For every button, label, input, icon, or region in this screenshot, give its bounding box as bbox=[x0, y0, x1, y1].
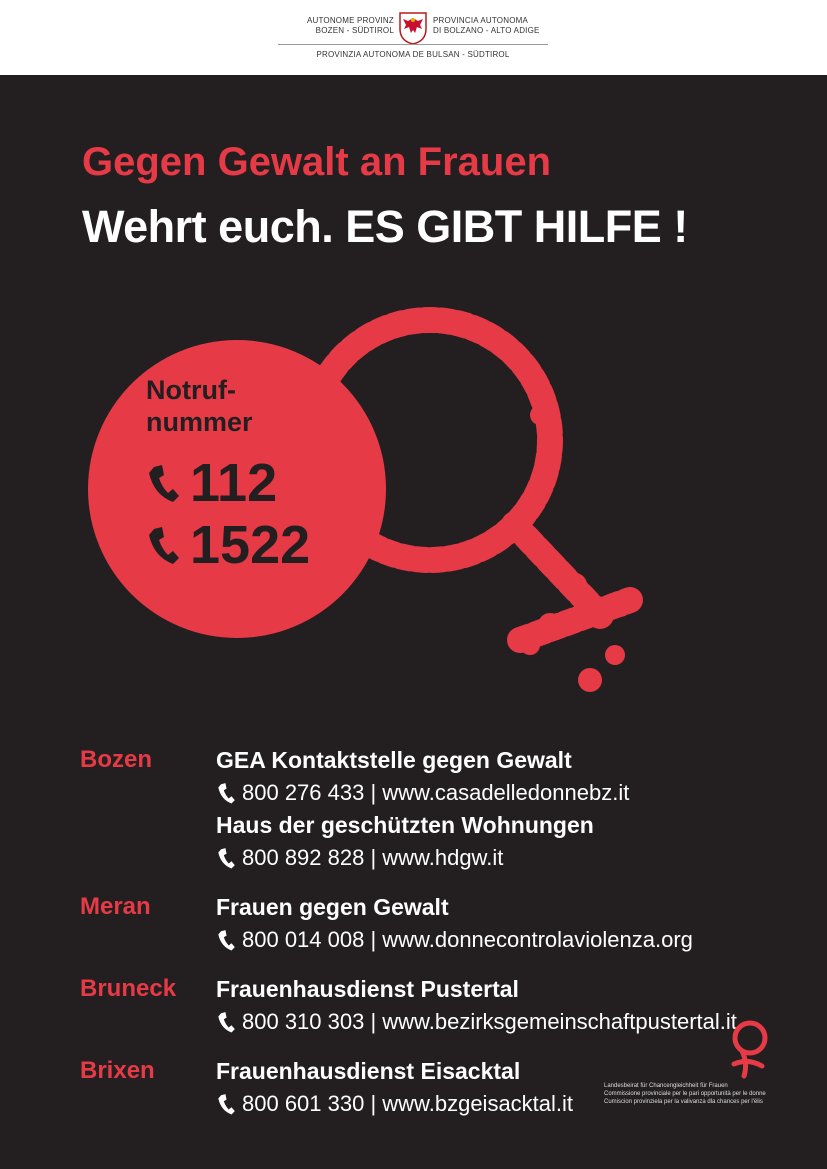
service-contact[interactable] bbox=[216, 845, 503, 871]
footer-line2: Commissione provinciale per le pari opportunità per le donne bbox=[604, 1091, 766, 1097]
emergency-label-line1: Notruf- bbox=[146, 375, 236, 405]
header-left-line2: BOZEN - SÜDTIROL bbox=[315, 26, 394, 35]
phone-handset-icon bbox=[146, 463, 180, 503]
phone-handset-icon bbox=[146, 525, 180, 565]
city-brixen: Brixen bbox=[80, 1057, 155, 1084]
phone-handset-icon bbox=[216, 929, 236, 951]
headline-primary: Gegen Gewalt an Frauen bbox=[82, 140, 552, 184]
city-bozen: Bozen bbox=[80, 746, 152, 773]
emergency-number-112: 112 bbox=[190, 453, 278, 513]
service-name: Frauenhausdienst Pustertal bbox=[216, 976, 519, 1002]
emergency-number-row[interactable] bbox=[146, 515, 311, 575]
phone-handset-icon bbox=[216, 782, 236, 804]
service-contact[interactable] bbox=[216, 1009, 737, 1035]
header-right-line2: DI BOLZANO - ALTO ADIGE bbox=[433, 26, 540, 35]
headline-secondary: Wehrt euch. ES GIBT HILFE ! bbox=[82, 201, 688, 252]
city-bruneck: Bruneck bbox=[80, 975, 177, 1002]
service-name: GEA Kontaktstelle gegen Gewalt bbox=[216, 747, 572, 773]
header-right bbox=[433, 16, 563, 36]
header-left-line1: AUTONOME PROVINZ bbox=[306, 16, 394, 25]
service-contact[interactable] bbox=[216, 927, 693, 953]
service-contact[interactable] bbox=[216, 780, 629, 806]
female-symbol-logo-icon bbox=[720, 1018, 780, 1080]
phone-handset-icon bbox=[216, 1011, 236, 1033]
service-details: 800 601 330 | www.bzgeisacktal.it bbox=[242, 1091, 574, 1116]
service-name: Frauenhausdienst Eisacktal bbox=[216, 1058, 521, 1084]
footer-commission-text bbox=[604, 1082, 814, 1106]
phone-handset-icon bbox=[216, 847, 236, 869]
eagle-crest-icon bbox=[398, 11, 428, 45]
service-name: Frauen gegen Gewalt bbox=[216, 894, 449, 920]
header-left bbox=[280, 16, 394, 36]
service-contact[interactable] bbox=[216, 1091, 573, 1117]
header-bottom-text: PROVINZIA AUTONOMA DE BULSAN - SÜDTIROL bbox=[316, 50, 510, 59]
city-meran: Meran bbox=[80, 893, 151, 920]
emergency-label bbox=[146, 374, 306, 438]
footer-line1: Landesbeirat für Chancengleichheit für Frauen bbox=[604, 1083, 728, 1089]
footer-line3: Cumiscion provinziela per la valivanza dla chances per l'ëlis bbox=[604, 1099, 763, 1105]
phone-handset-icon bbox=[216, 1093, 236, 1115]
service-name: Haus der geschützten Wohnungen bbox=[216, 812, 594, 838]
emergency-number-row[interactable] bbox=[146, 453, 278, 513]
emergency-label-line2: nummer bbox=[146, 407, 253, 437]
header-right-line1: PROVINCIA AUTONOMA bbox=[433, 16, 529, 25]
service-details: 800 310 303 | www.bezirksgemeinschaftpustertal.it bbox=[242, 1009, 737, 1034]
service-details: 800 276 433 | www.casadelledonnebz.it bbox=[242, 780, 630, 805]
emergency-number-1522: 1522 bbox=[190, 515, 311, 575]
service-details: 800 892 828 | www.hdgw.it bbox=[242, 845, 504, 870]
header-divider bbox=[278, 44, 548, 45]
header bbox=[0, 0, 827, 75]
service-details: 800 014 008 | www.donnecontrolaviolenza.org bbox=[242, 927, 693, 952]
